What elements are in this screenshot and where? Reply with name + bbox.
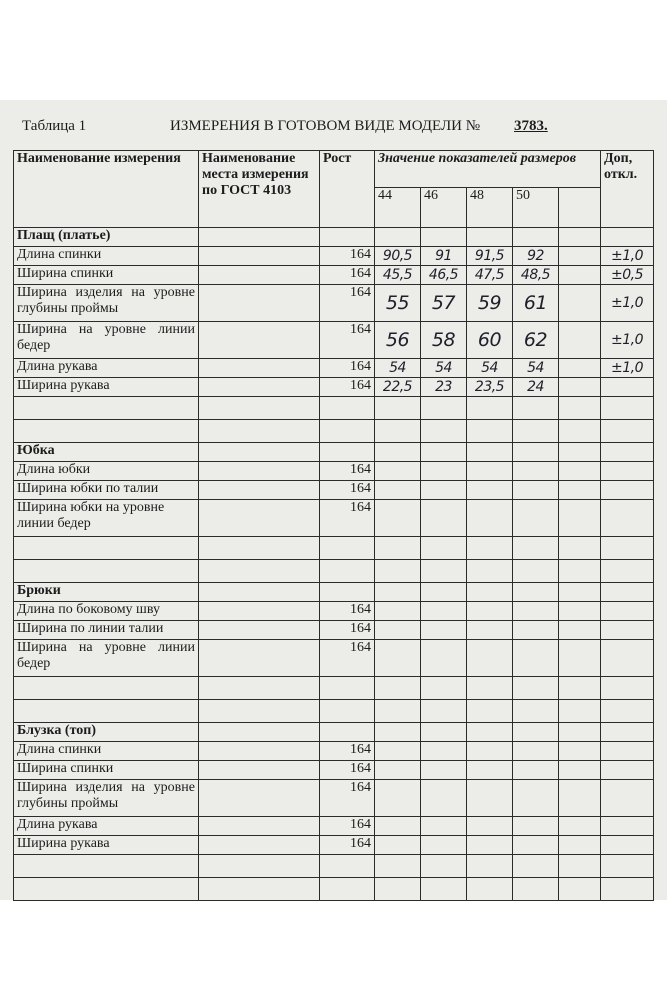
tolerance-cell: ±1,0 (601, 247, 654, 266)
value-cell: 56 (375, 322, 421, 359)
height-value: 164 (320, 322, 375, 359)
header-row (14, 151, 654, 188)
measure-name: Ширина юбки по талии (14, 481, 199, 500)
value-cell: 91,5 (467, 247, 513, 266)
size-empty (559, 188, 601, 228)
height-value: 164 (320, 462, 375, 481)
height-value: 164 (320, 266, 375, 285)
measure-name: Ширина на уровне линии бедер (14, 640, 199, 677)
value-cell: 62 (513, 322, 559, 359)
table-row (14, 780, 654, 817)
measure-name: Длина по боковому шву (14, 602, 199, 621)
table-number: Таблица 1 (22, 118, 87, 134)
table-title: ИЗМЕРЕНИЯ В ГОТОВОМ ВИДЕ МОДЕЛИ № (170, 118, 481, 134)
height-value: 164 (320, 742, 375, 761)
table-row (14, 462, 654, 481)
height-value: 164 (320, 780, 375, 817)
table-row (14, 602, 654, 621)
size-48: 48 (467, 188, 513, 228)
value-cell: 23,5 (467, 378, 513, 397)
table-row (14, 836, 654, 855)
measure-name: Длина спинки (14, 742, 199, 761)
table-row (14, 761, 654, 780)
size-50: 50 (513, 188, 559, 228)
value-cell: 48,5 (513, 266, 559, 285)
measure-name: Ширина рукава (14, 836, 199, 855)
measure-name: Длина рукава (14, 359, 199, 378)
measure-name: Ширина рукава (14, 378, 199, 397)
measure-name: Длина спинки (14, 247, 199, 266)
header-height: Рост (320, 151, 375, 228)
blank-row (14, 855, 654, 878)
section-row (14, 723, 654, 742)
table-row (14, 481, 654, 500)
measure-name: Ширина изделия на уровне глубины проймы (14, 285, 199, 322)
measure-name: Ширина по линии талии (14, 621, 199, 640)
table-row (14, 640, 654, 677)
section-row (14, 443, 654, 462)
tolerance-cell: ±1,0 (601, 322, 654, 359)
measure-name: Длина юбки (14, 462, 199, 481)
section-title-blouse: Блузка (топ) (14, 723, 199, 742)
value-cell: 46,5 (421, 266, 467, 285)
measure-name: Ширина изделия на уровне глубины проймы (14, 780, 199, 817)
value-cell: 54 (467, 359, 513, 378)
value-cell: 45,5 (375, 266, 421, 285)
header-tolerance: Доп, откл. (601, 151, 654, 228)
table-caption (22, 118, 647, 142)
measure-name: Ширина спинки (14, 266, 199, 285)
value-cell: 55 (375, 285, 421, 322)
size-44: 44 (375, 188, 421, 228)
tolerance-cell: ±1,0 (601, 285, 654, 322)
height-value: 164 (320, 621, 375, 640)
section-title-pants: Брюки (14, 583, 199, 602)
value-cell: 59 (467, 285, 513, 322)
blank-row (14, 560, 654, 583)
value-cell: 61 (513, 285, 559, 322)
height-value: 164 (320, 359, 375, 378)
height-value: 164 (320, 285, 375, 322)
height-value: 164 (320, 640, 375, 677)
height-value: 164 (320, 481, 375, 500)
blank-row (14, 878, 654, 901)
blank-row (14, 420, 654, 443)
measure-name: Ширина на уровне линии бедер (14, 322, 199, 359)
blank-row (14, 537, 654, 560)
value-cell: 92 (513, 247, 559, 266)
header-values: Значение показателей размеров (375, 151, 601, 188)
section-title-skirt: Юбка (14, 443, 199, 462)
measure-name: Длина рукава (14, 817, 199, 836)
tolerance-cell: ±0,5 (601, 266, 654, 285)
section-row (14, 228, 654, 247)
value-cell: 24 (513, 378, 559, 397)
value-cell: 60 (467, 322, 513, 359)
table-row (14, 266, 654, 285)
measure-name: Ширина спинки (14, 761, 199, 780)
value-cell: 91 (421, 247, 467, 266)
blank-row (14, 397, 654, 420)
table-row (14, 322, 654, 359)
value-cell: 47,5 (467, 266, 513, 285)
tolerance-cell: ±1,0 (601, 359, 654, 378)
value-cell: 90,5 (375, 247, 421, 266)
size-46: 46 (421, 188, 467, 228)
value-cell: 54 (375, 359, 421, 378)
value-cell: 54 (421, 359, 467, 378)
measurements-table (13, 150, 654, 901)
height-value: 164 (320, 817, 375, 836)
table-row (14, 359, 654, 378)
value-cell: 57 (421, 285, 467, 322)
table-row (14, 247, 654, 266)
section-row (14, 583, 654, 602)
value-cell: 23 (421, 378, 467, 397)
table-row (14, 378, 654, 397)
blank-row (14, 677, 654, 700)
measure-name: Ширина юбки на уровне линии бедер (14, 500, 199, 537)
table-row (14, 500, 654, 537)
height-value: 164 (320, 378, 375, 397)
tolerance-cell (601, 378, 654, 397)
height-value: 164 (320, 247, 375, 266)
table-row (14, 621, 654, 640)
height-value: 164 (320, 836, 375, 855)
model-number: 3783. (514, 118, 548, 134)
value-cell: 58 (421, 322, 467, 359)
header-name: Наименование измерения (14, 151, 199, 228)
value-cell: 22,5 (375, 378, 421, 397)
height-value: 164 (320, 500, 375, 537)
section-title-coat: Плащ (платье) (14, 228, 199, 247)
height-value: 164 (320, 602, 375, 621)
table-row (14, 817, 654, 836)
height-value: 164 (320, 761, 375, 780)
table-row (14, 285, 654, 322)
header-place: Наименование места измерения по ГОСТ 4103 (199, 151, 320, 228)
table-row (14, 742, 654, 761)
value-cell: 54 (513, 359, 559, 378)
blank-row (14, 700, 654, 723)
